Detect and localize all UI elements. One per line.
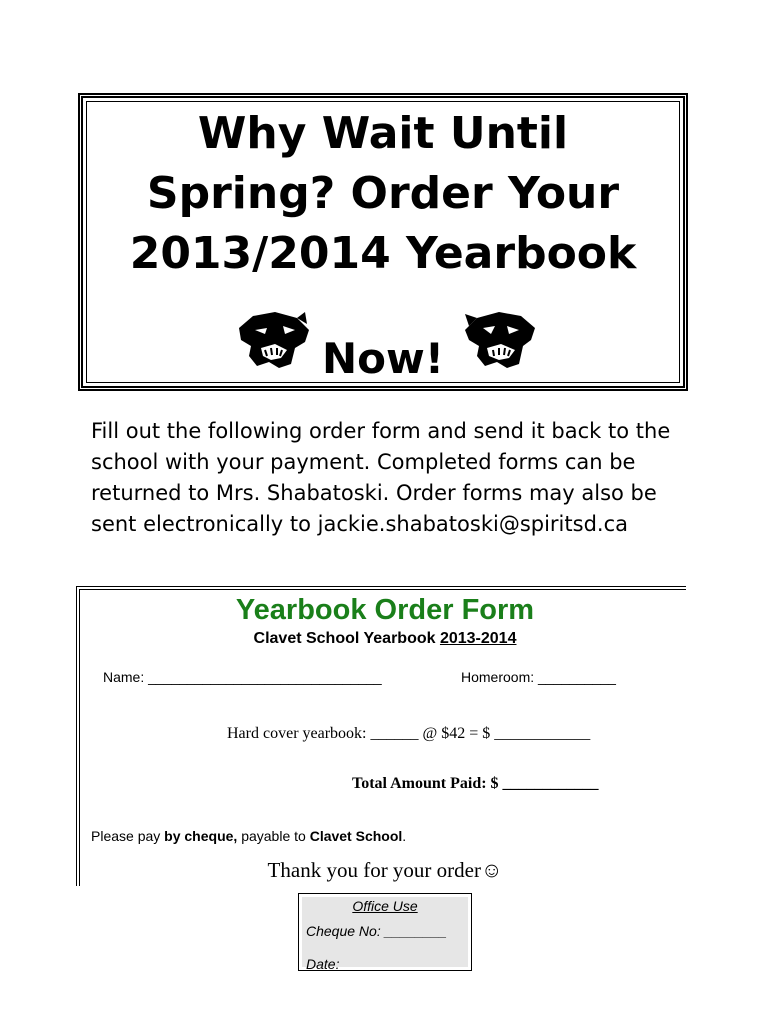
pay-middle: payable to (237, 828, 310, 844)
form-subtitle (0, 630, 770, 648)
payment-instructions (91, 828, 406, 844)
poster-box (78, 93, 688, 391)
form-subtitle-years: 2013-2014 (439, 630, 517, 647)
pay-payee: Clavet School (309, 828, 403, 844)
name-field[interactable]: Name: ______________________________ (103, 669, 382, 685)
pay-method: by cheque, (164, 828, 238, 844)
poster-title: Why Wait Until Spring? Order Your 2013/2014 Yearbook (129, 108, 637, 279)
hardcover-quantity-field[interactable]: Hard cover yearbook: ______ @ $42 = $ ____________ (227, 725, 591, 742)
total-paid-field[interactable]: Total Amount Paid: $ ____________ (352, 775, 599, 792)
homeroom-field[interactable]: Homeroom: __________ (461, 669, 616, 685)
poster-now: Now! (322, 334, 444, 383)
date-field[interactable]: Date: ______________ (306, 956, 453, 972)
form-title: Yearbook Order Form (235, 594, 535, 626)
thank-you-note: Thank you for your order☺ (267, 858, 503, 882)
form-subtitle-school: Clavet School Yearbook (253, 630, 440, 647)
cheque-number-field[interactable]: Cheque No: ________ (306, 923, 447, 939)
office-use-panel (302, 897, 468, 972)
office-use-box (298, 893, 472, 971)
pay-prefix: Please pay (91, 828, 165, 844)
intro-paragraph: Fill out the following order form and send it back to the school with your payment. Completed forms can be returned to Mrs. Shabatoski. Order forms may also be sent electronically to jackie.shabatoski@spiritsd.ca (91, 419, 671, 536)
office-use-heading: Office Use (352, 898, 418, 914)
pay-suffix: . (402, 828, 407, 844)
